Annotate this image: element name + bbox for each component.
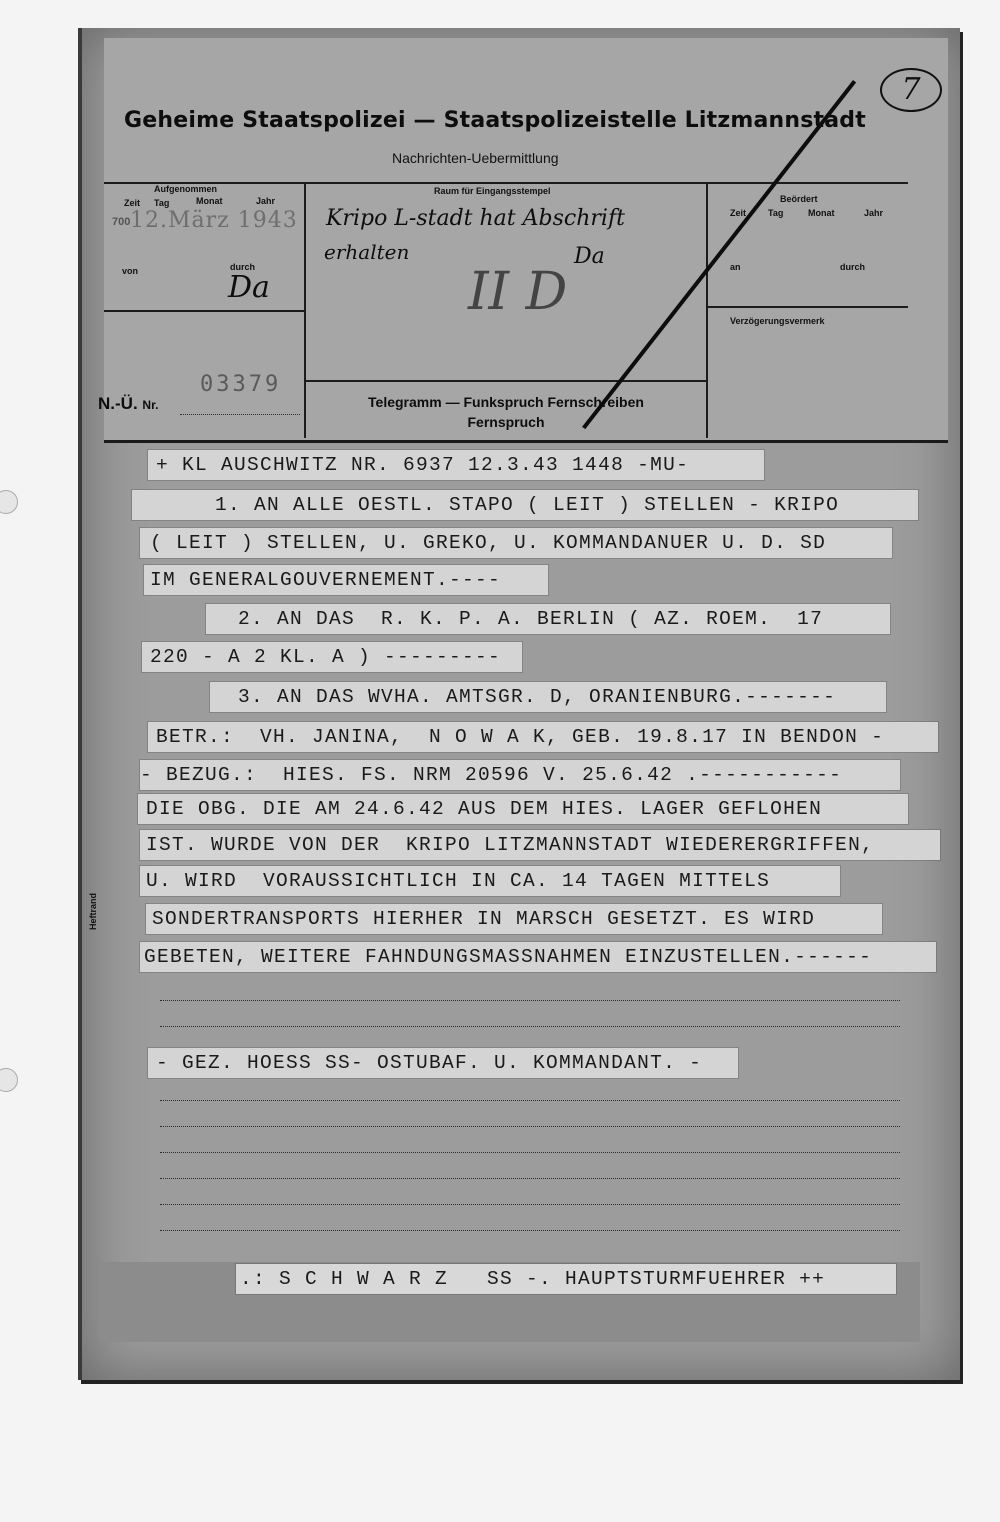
message-line-3: ( LEIT ) STELLEN, U. GREKO, U. KOMMANDANUER U. D. SD: [150, 532, 827, 554]
ruled-line: [160, 1204, 900, 1205]
label-zeit-forwarded: Zeit: [730, 208, 747, 218]
message-line-13: SONDERTRANSPORTS HIERHER IN MARSCH GESETZT. ES WIRD: [152, 908, 816, 930]
label-aufgenommen: Aufgenommen: [154, 184, 217, 194]
ruled-line: [160, 1230, 900, 1231]
message-line-2: 1. AN ALLE OESTL. STAPO ( LEIT ) STELLEN - KRIPO: [150, 494, 840, 516]
message-line-10: DIE OBG. DIE AM 24.6.42 AUS DEM HIES. LAGER GEFLOHEN: [146, 798, 823, 820]
margin-label: Heftrand: [88, 892, 98, 930]
ruled-line: [160, 1100, 900, 1101]
ruled-line: [160, 1000, 900, 1001]
received-signature: Da: [228, 270, 270, 305]
punch-hole-top: [0, 490, 18, 514]
message-line-8: BETR.: VH. JANINA, N O W A K, GEB. 19.8.17 IN BENDON -: [156, 726, 885, 748]
form-top-rule: [104, 182, 908, 184]
label-zeit-received: Zeit: [124, 198, 141, 208]
message-line-9: - BEZUG.: HIES. FS. NRM 20596 V. 25.6.42 .-----------: [140, 764, 843, 786]
received-section-rule: [104, 310, 304, 312]
label-durch-forwarded: durch: [840, 262, 866, 272]
zeit-value: 700: [112, 216, 131, 228]
nu-number-rule: [180, 414, 300, 415]
label-an: an: [730, 262, 741, 272]
nu-label-text: N.-Ü.: [98, 394, 138, 413]
label-durch-received: durch: [230, 262, 256, 272]
label-jahr-received: Jahr: [256, 196, 276, 206]
label-jahr-forwarded: Jahr: [864, 208, 884, 218]
handwritten-initials: Da: [574, 244, 605, 269]
ruled-line: [160, 1026, 900, 1027]
label-von: von: [122, 266, 139, 276]
transmission-medium: [306, 382, 706, 438]
ruled-line: [160, 1178, 900, 1179]
message-line-12: U. WIRD VORAUSSICHTLICH IN CA. 14 TAGEN MITTELS: [146, 870, 771, 892]
nu-number-stamp: 03379: [200, 372, 282, 397]
message-line-5: 2. AN DAS R. K. P. A. BERLIN ( AZ. ROEM. 17: [160, 608, 824, 630]
signature-line: - GEZ. HOESS SS- OSTUBAF. U. KOMMANDANT. -: [156, 1052, 703, 1074]
label-tag-received: Tag: [154, 198, 170, 208]
ruled-line: [160, 1126, 900, 1127]
stamp-area-label: Raum für Eingangsstempel: [434, 186, 551, 196]
medium-line2: Fernspruch: [467, 414, 545, 430]
label-monat-forwarded: Monat: [808, 208, 835, 218]
form-subtitle: Nachrichten-Uebermittlung: [392, 150, 559, 166]
ruled-line: [160, 1152, 900, 1153]
authority-title: Geheime Staatspolizei — Staatspolizeistelle Litzmannstadt: [124, 108, 866, 133]
page-number: 7: [880, 68, 942, 112]
message-line-11: IST. WURDE VON DER KRIPO LITZMANNSTADT WIEDERERGRIFFEN,: [146, 834, 875, 856]
message-line-7: 3. AN DAS WVHA. AMTSGR. D, ORANIENBURG.-------: [160, 686, 837, 708]
form-divider-right: [706, 182, 708, 438]
message-line-14: GEBETEN, WEITERE FAHNDUNGSMASSNAHMEN EINZUSTELLEN.------: [144, 946, 873, 968]
punch-hole-bottom: [0, 1068, 18, 1092]
footer-sender-line: .: S C H W A R Z SS -. HAUPTSTURMFUEHRER ++: [240, 1268, 826, 1290]
label-befoerdert: Beördert: [780, 194, 818, 204]
label-tag-forwarded: Tag: [768, 208, 784, 218]
nu-label-nr: Nr.: [142, 398, 159, 412]
medium-line1: Telegramm — Funkspruch Fernschreiben: [368, 394, 644, 410]
handwritten-note-line2: erhalten: [324, 240, 410, 264]
message-line-6: 220 - A 2 KL. A ) ---------: [150, 646, 502, 668]
handwritten-note-line1: Kripo L-stadt hat Abschrift: [326, 206, 625, 231]
label-monat-received: Monat: [196, 196, 223, 206]
message-line-4: IM GENERALGOUVERNEMENT.----: [150, 569, 502, 591]
received-date-stamp: 12.März 1943: [130, 208, 298, 233]
label-delay-note: Verzögerungsvermerk: [730, 316, 825, 326]
nu-number-label: [98, 394, 158, 414]
message-line-1: + KL AUSCHWITZ NR. 6937 12.3.43 1448 -MU-: [156, 454, 690, 476]
forwarded-section-rule: [706, 306, 908, 308]
handwritten-mark: II D: [468, 262, 568, 322]
